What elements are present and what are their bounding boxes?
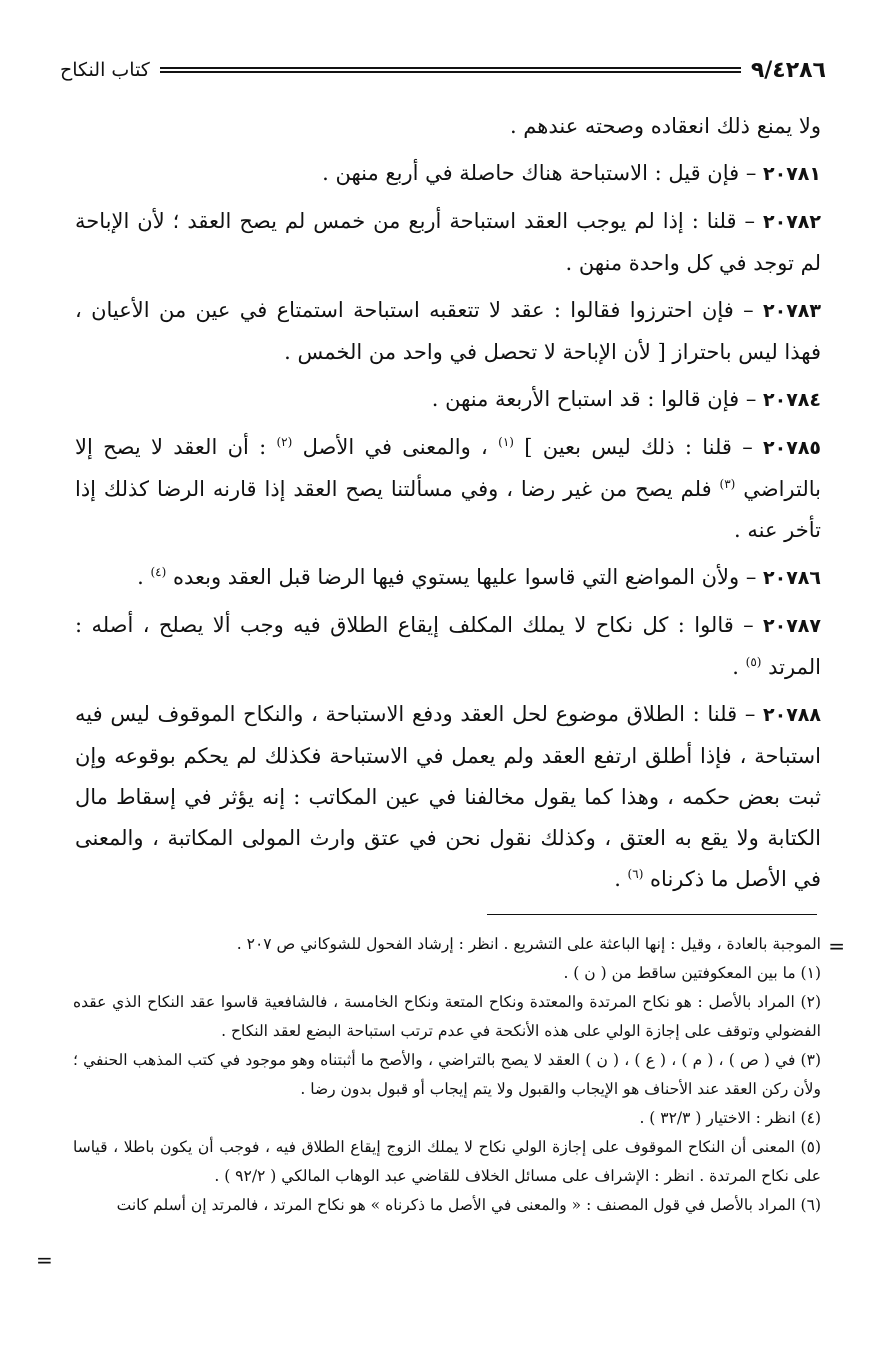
footnote-4: (٤) انظر : الاختيار ( ٣٢/٣ ) . [639, 1109, 821, 1127]
book-title: كتاب النكاح [60, 59, 150, 81]
main-text [75, 106, 821, 906]
page-number: ٩/٤٢٨٦ [750, 57, 826, 83]
footnote-1: (١) ما بين المعكوفتين ساقط من ( ن ) . [563, 964, 821, 982]
paragraph-20782 [75, 201, 821, 284]
paragraph-20786 [75, 557, 821, 599]
running-header [60, 52, 826, 88]
paragraph-text: : أن العقد لا يصح إلا بالتراضي [75, 435, 821, 501]
paragraph-20784 [75, 379, 821, 421]
paragraph-number: ٢٠٧٨٧ [763, 615, 821, 637]
paragraph-text: فلم يصح من غير رضا ، وفي مسألتنا يصح العقد إذا قارنه الرضا كذلك إذا تأخر عنه . [75, 477, 821, 542]
paragraph-text: – فإن قيل : الاستباحة هناك حاصلة في أربع منهن . [322, 161, 764, 185]
paragraph-number: ٢٠٧٨٤ [763, 389, 821, 411]
paragraph-text: . [614, 867, 628, 891]
paragraph-20787 [75, 605, 821, 688]
next-page-mark: = [36, 1248, 53, 1272]
footnotes [73, 930, 821, 1220]
paragraph-number: ٢٠٧٨٢ [763, 211, 821, 233]
paragraph-text: – قالوا : كل نكاح لا يملك المكلف إيقاع الطلاق فيه وجب ألا يصلح ، أصله : المرتد [75, 613, 821, 679]
paragraph-20785 [75, 427, 821, 551]
footnote-ref[interactable]: (٤) [150, 565, 167, 579]
paragraph-number: ٢٠٧٨٥ [763, 437, 822, 459]
paragraph-20783 [75, 290, 821, 373]
footnote-ref[interactable]: (٥) [745, 655, 762, 669]
paragraph-20781 [75, 153, 821, 195]
continuation-mark: = [828, 934, 845, 958]
footnote-separator [487, 914, 817, 915]
paragraph-text: – ولأن المواضع التي قاسوا عليها يستوي فيها الرضا قبل العقد وبعده [166, 565, 764, 589]
footnote-2: (٢) المراد بالأصل : هو نكاح المرتدة والمعتدة ونكاح المتعة ونكاح الخامسة ، فالشافعية قاسوا عقد النكاح الذي عقده الفضولي وتوقف على إجازة الولي على هذه الأنكحة في عدم ترتب استباحة البضع لعقد النكاح . [73, 993, 821, 1040]
paragraph-number: ٢٠٧٨٨ [763, 704, 821, 726]
paragraph-text: ، والمعنى في الأصل [292, 435, 499, 459]
paragraph-text: – قلنا : ذلك ليس بعين ] [513, 435, 764, 459]
header-rule [160, 67, 741, 73]
paragraph-20788 [75, 694, 821, 900]
paragraph-number: ٢٠٧٨١ [763, 163, 821, 185]
paragraph-text: . [137, 565, 151, 589]
paragraph-text: . [732, 655, 746, 679]
paragraph-text: – فإن قالوا : قد استباح الأربعة منهن . [431, 387, 764, 411]
footnote-ref[interactable]: (٢) [276, 435, 293, 449]
footnote-ref[interactable]: (٦) [627, 867, 644, 881]
paragraph-number: ٢٠٧٨٦ [763, 567, 821, 589]
paragraph-number: ٢٠٧٨٣ [763, 300, 821, 322]
footnote-ref[interactable]: (١) [498, 435, 514, 449]
paragraph-text: – قلنا : الطلاق موضوع لحل العقد ودفع الاستباحة ، والنكاح الموقوف ليس فيه استباحة ، فإذا أطلق ارتفع العقد ولم يعمل في الاستباحة فكذلك لم يحكم بوقوعه وإن ثبت بعض حكمه ، وهذا كما يقول مخالفنا في عين المكاتب : إنه يؤثر في إسقاط مال الكتابة ولا يقع به العتق ، وكذلك نقول نحن في عتق وارث المولى المكاتبة ، والمعنى في الأصل ما ذكرناه [75, 702, 821, 891]
intro-paragraph: ولا يمنع ذلك انعقاده وصحته عندهم . [509, 114, 821, 138]
paragraph-text: – قلنا : إذا لم يوجب العقد استباحة أربع من خمس لم يصح العقد ؛ لأن الإباحة لم توجد في كل واحدة منهن . [75, 209, 821, 275]
footnote-3: (٣) في ( ص ) ، ( م ) ، ( ع ) ، ( ن ) العقد لا يصح بالتراضي ، والأصح ما أثبتناه وهو موجود في كتب المذهب الحنفي ؛ ولأن ركن العقد عند الأحناف هو الإيجاب والقبول ولا يتم إيجاب أو قبول بدون رضا . [73, 1051, 821, 1098]
footnote-6: (٦) المراد بالأصل في قول المصنف : « والمعنى في الأصل ما ذكرناه » هو نكاح المرتد ، فالمرتد إن أسلم كانت [116, 1196, 821, 1214]
footnote-5: (٥) المعنى أن النكاح الموقوف على إجازة الولي نكاح لا يملك الزوج إيقاع الطلاق فيه ، فوجب أن يكون باطلا ، قياسا على نكاح المرتدة . انظر : الإشراف على مسائل الخلاف للقاضي عبد الوهاب المالكي ( ٩٢/٢ ) . [73, 1138, 821, 1185]
footnote-ref[interactable]: (٣) [719, 477, 736, 491]
paragraph-text: – فإن احترزوا فقالوا : عقد لا تتعقبه استباحة استمتاع في عين من الأعيان ، فهذا ليس باحتراز [ لأن الإباحة لا تحصل في واحد من الخمس . [75, 298, 821, 364]
footnote-continuation: الموجبة بالعادة ، وقيل : إنها الباعثة على التشريع . انظر : إرشاد الفحول للشوكاني ص ٢٠٧ . [236, 935, 821, 953]
